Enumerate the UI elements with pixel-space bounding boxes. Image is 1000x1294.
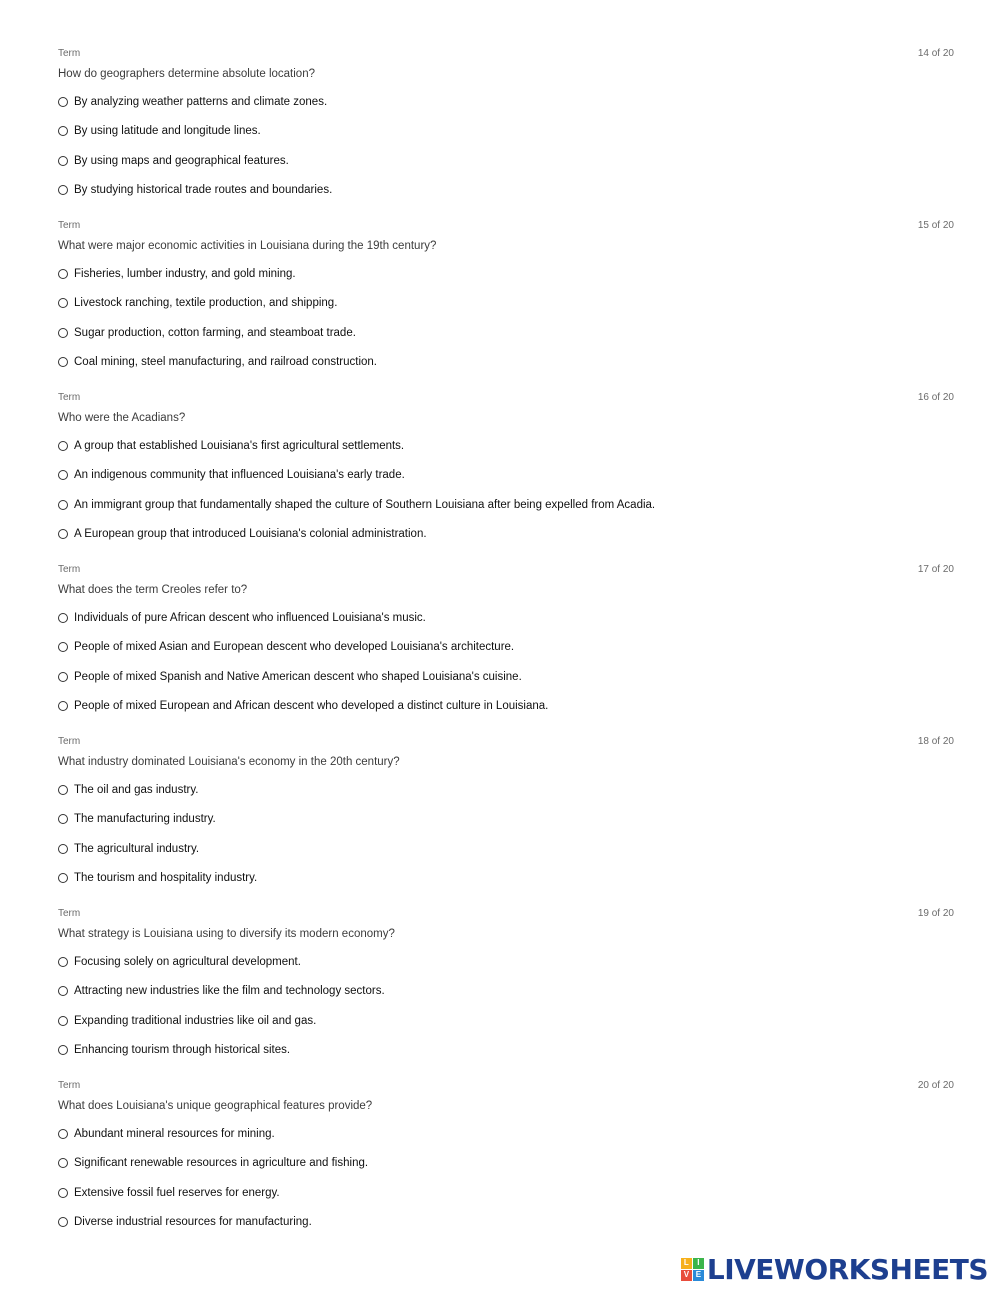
question-counter: 17 of 20	[917, 564, 954, 575]
question-text: What does Louisiana's unique geographical features provide?	[58, 1100, 373, 1112]
radio-button[interactable]	[58, 672, 68, 682]
answer-option[interactable]	[58, 177, 956, 207]
question-card	[58, 563, 956, 735]
question-counter: 14 of 20	[917, 48, 954, 59]
answer-option[interactable]	[58, 491, 956, 521]
term-label: Term	[58, 908, 81, 919]
answer-option[interactable]	[58, 978, 956, 1008]
answer-option[interactable]	[58, 521, 956, 551]
answer-text: Extensive fossil fuel reserves for energy.	[74, 1186, 280, 1199]
answer-option[interactable]	[58, 147, 956, 177]
radio-button[interactable]	[58, 986, 68, 996]
answer-option[interactable]	[58, 776, 956, 806]
question-header	[58, 735, 956, 749]
question-counter: 15 of 20	[917, 220, 954, 231]
answer-options	[58, 88, 956, 206]
question-card	[58, 47, 956, 219]
answer-option[interactable]	[58, 948, 956, 978]
radio-button[interactable]	[58, 613, 68, 623]
question-counter: 16 of 20	[917, 392, 954, 403]
question-card	[58, 907, 956, 1079]
answer-option[interactable]	[58, 319, 956, 349]
logo-mark-letter: E	[693, 1270, 704, 1281]
term-label: Term	[58, 392, 81, 403]
answer-option[interactable]	[58, 1179, 956, 1209]
logo-text: LIVEWORKSHEETS	[706, 1252, 988, 1286]
radio-button[interactable]	[58, 1188, 68, 1198]
answer-option[interactable]	[58, 462, 956, 492]
radio-button[interactable]	[58, 873, 68, 883]
radio-button[interactable]	[58, 701, 68, 711]
question-text: What does the term Creoles refer to?	[58, 584, 248, 596]
question-header	[58, 563, 956, 577]
answer-option[interactable]	[58, 604, 956, 634]
question-card	[58, 391, 956, 563]
question-counter: 19 of 20	[917, 908, 954, 919]
answer-text: By using latitude and longitude lines.	[74, 125, 261, 138]
answer-text: Significant renewable resources in agriculture and fishing.	[74, 1157, 369, 1170]
logo-mark-icon	[681, 1258, 704, 1281]
answer-text: Coal mining, steel manufacturing, and railroad construction.	[74, 356, 377, 369]
question-text: What were major economic activities in Louisiana during the 19th century?	[58, 240, 437, 252]
answer-text: Diverse industrial resources for manufacturing.	[74, 1216, 312, 1229]
radio-button[interactable]	[58, 470, 68, 480]
question-header	[58, 907, 956, 921]
term-label: Term	[58, 564, 81, 575]
answer-text: Fisheries, lumber industry, and gold mining.	[74, 267, 296, 280]
answer-text: People of mixed Asian and European descent who developed Louisiana's architecture.	[74, 641, 515, 654]
answer-option[interactable]	[58, 1120, 956, 1150]
question-counter: 20 of 20	[917, 1080, 954, 1091]
radio-button[interactable]	[58, 1129, 68, 1139]
question-header	[58, 47, 956, 61]
radio-button[interactable]	[58, 126, 68, 136]
radio-button[interactable]	[58, 844, 68, 854]
radio-button[interactable]	[58, 785, 68, 795]
radio-button[interactable]	[58, 97, 68, 107]
answer-options	[58, 604, 956, 722]
radio-button[interactable]	[58, 529, 68, 539]
radio-button[interactable]	[58, 1045, 68, 1055]
answer-text: The agricultural industry.	[74, 842, 200, 855]
radio-button[interactable]	[58, 1158, 68, 1168]
question-header	[58, 1079, 956, 1093]
answer-option[interactable]	[58, 432, 956, 462]
answer-text: Sugar production, cotton farming, and steamboat trade.	[74, 326, 356, 339]
answer-options	[58, 948, 956, 1066]
answer-option[interactable]	[58, 634, 956, 664]
answer-option[interactable]	[58, 118, 956, 148]
answer-text: The tourism and hospitality industry.	[74, 872, 258, 885]
radio-button[interactable]	[58, 328, 68, 338]
answer-option[interactable]	[58, 290, 956, 320]
answer-text: Livestock ranching, textile production, and shipping.	[74, 297, 338, 310]
answer-option[interactable]	[58, 1007, 956, 1037]
radio-button[interactable]	[58, 156, 68, 166]
radio-button[interactable]	[58, 298, 68, 308]
radio-button[interactable]	[58, 1016, 68, 1026]
term-label: Term	[58, 1080, 81, 1091]
answer-options	[58, 1120, 956, 1238]
answer-option[interactable]	[58, 1209, 956, 1239]
liveworksheets-logo	[681, 1254, 988, 1284]
logo-mark-letter: I	[693, 1258, 704, 1269]
logo-mark-letter: V	[681, 1270, 692, 1281]
radio-button[interactable]	[58, 1217, 68, 1227]
answer-option[interactable]	[58, 693, 956, 723]
answer-text: Attracting new industries like the film and technology sectors.	[74, 985, 385, 998]
radio-button[interactable]	[58, 957, 68, 967]
answer-text: People of mixed European and African descent who developed a distinct culture in Louisiana.	[74, 700, 549, 713]
answer-option[interactable]	[58, 835, 956, 865]
answer-text: By analyzing weather patterns and climate zones.	[74, 95, 328, 108]
answer-text: Focusing solely on agricultural development.	[74, 955, 301, 968]
radio-button[interactable]	[58, 500, 68, 510]
question-card	[58, 1079, 956, 1251]
answer-option[interactable]	[58, 1150, 956, 1180]
answer-text: By using maps and geographical features.	[74, 154, 289, 167]
logo-mark-letter: L	[681, 1258, 692, 1269]
answer-option[interactable]	[58, 1037, 956, 1067]
answer-text: An indigenous community that influenced Louisiana's early trade.	[74, 469, 405, 482]
answer-text: The manufacturing industry.	[74, 813, 216, 826]
question-text: How do geographers determine absolute location?	[58, 68, 315, 80]
answer-text: Individuals of pure African descent who influenced Louisiana's music.	[74, 611, 426, 624]
answer-text: Enhancing tourism through historical sites.	[74, 1044, 291, 1057]
answer-option[interactable]	[58, 865, 956, 895]
question-header	[58, 391, 956, 405]
question-counter: 18 of 20	[917, 736, 954, 747]
answer-options	[58, 432, 956, 550]
term-label: Term	[58, 220, 81, 231]
question-text: Who were the Acadians?	[58, 412, 186, 424]
question-card	[58, 735, 956, 907]
answer-text: An immigrant group that fundamentally shaped the culture of Southern Louisiana after being expelled from Acadia.	[74, 498, 656, 511]
radio-button[interactable]	[58, 357, 68, 367]
radio-button[interactable]	[58, 642, 68, 652]
answer-text: People of mixed Spanish and Native American descent who shaped Louisiana's cuisine.	[74, 670, 522, 683]
answer-option[interactable]	[58, 260, 956, 290]
answer-text: Abundant mineral resources for mining.	[74, 1127, 275, 1140]
radio-button[interactable]	[58, 185, 68, 195]
question-card	[58, 219, 956, 391]
answer-option[interactable]	[58, 349, 956, 379]
answer-options	[58, 776, 956, 894]
answer-text: Expanding traditional industries like oil and gas.	[74, 1014, 317, 1027]
radio-button[interactable]	[58, 269, 68, 279]
answer-option[interactable]	[58, 806, 956, 836]
answer-text: A European group that introduced Louisiana's colonial administration.	[74, 528, 427, 541]
answer-text: The oil and gas industry.	[74, 783, 199, 796]
term-label: Term	[58, 736, 81, 747]
question-text: What industry dominated Louisiana's economy in the 20th century?	[58, 756, 400, 768]
question-text: What strategy is Louisiana using to diversify its modern economy?	[58, 928, 395, 940]
answer-options	[58, 260, 956, 378]
answer-text: By studying historical trade routes and boundaries.	[74, 184, 333, 197]
radio-button[interactable]	[58, 441, 68, 451]
radio-button[interactable]	[58, 814, 68, 824]
term-label: Term	[58, 48, 81, 59]
question-header	[58, 219, 956, 233]
answer-option[interactable]	[58, 88, 956, 118]
answer-option[interactable]	[58, 663, 956, 693]
answer-text: A group that established Louisiana's first agricultural settlements.	[74, 439, 405, 452]
